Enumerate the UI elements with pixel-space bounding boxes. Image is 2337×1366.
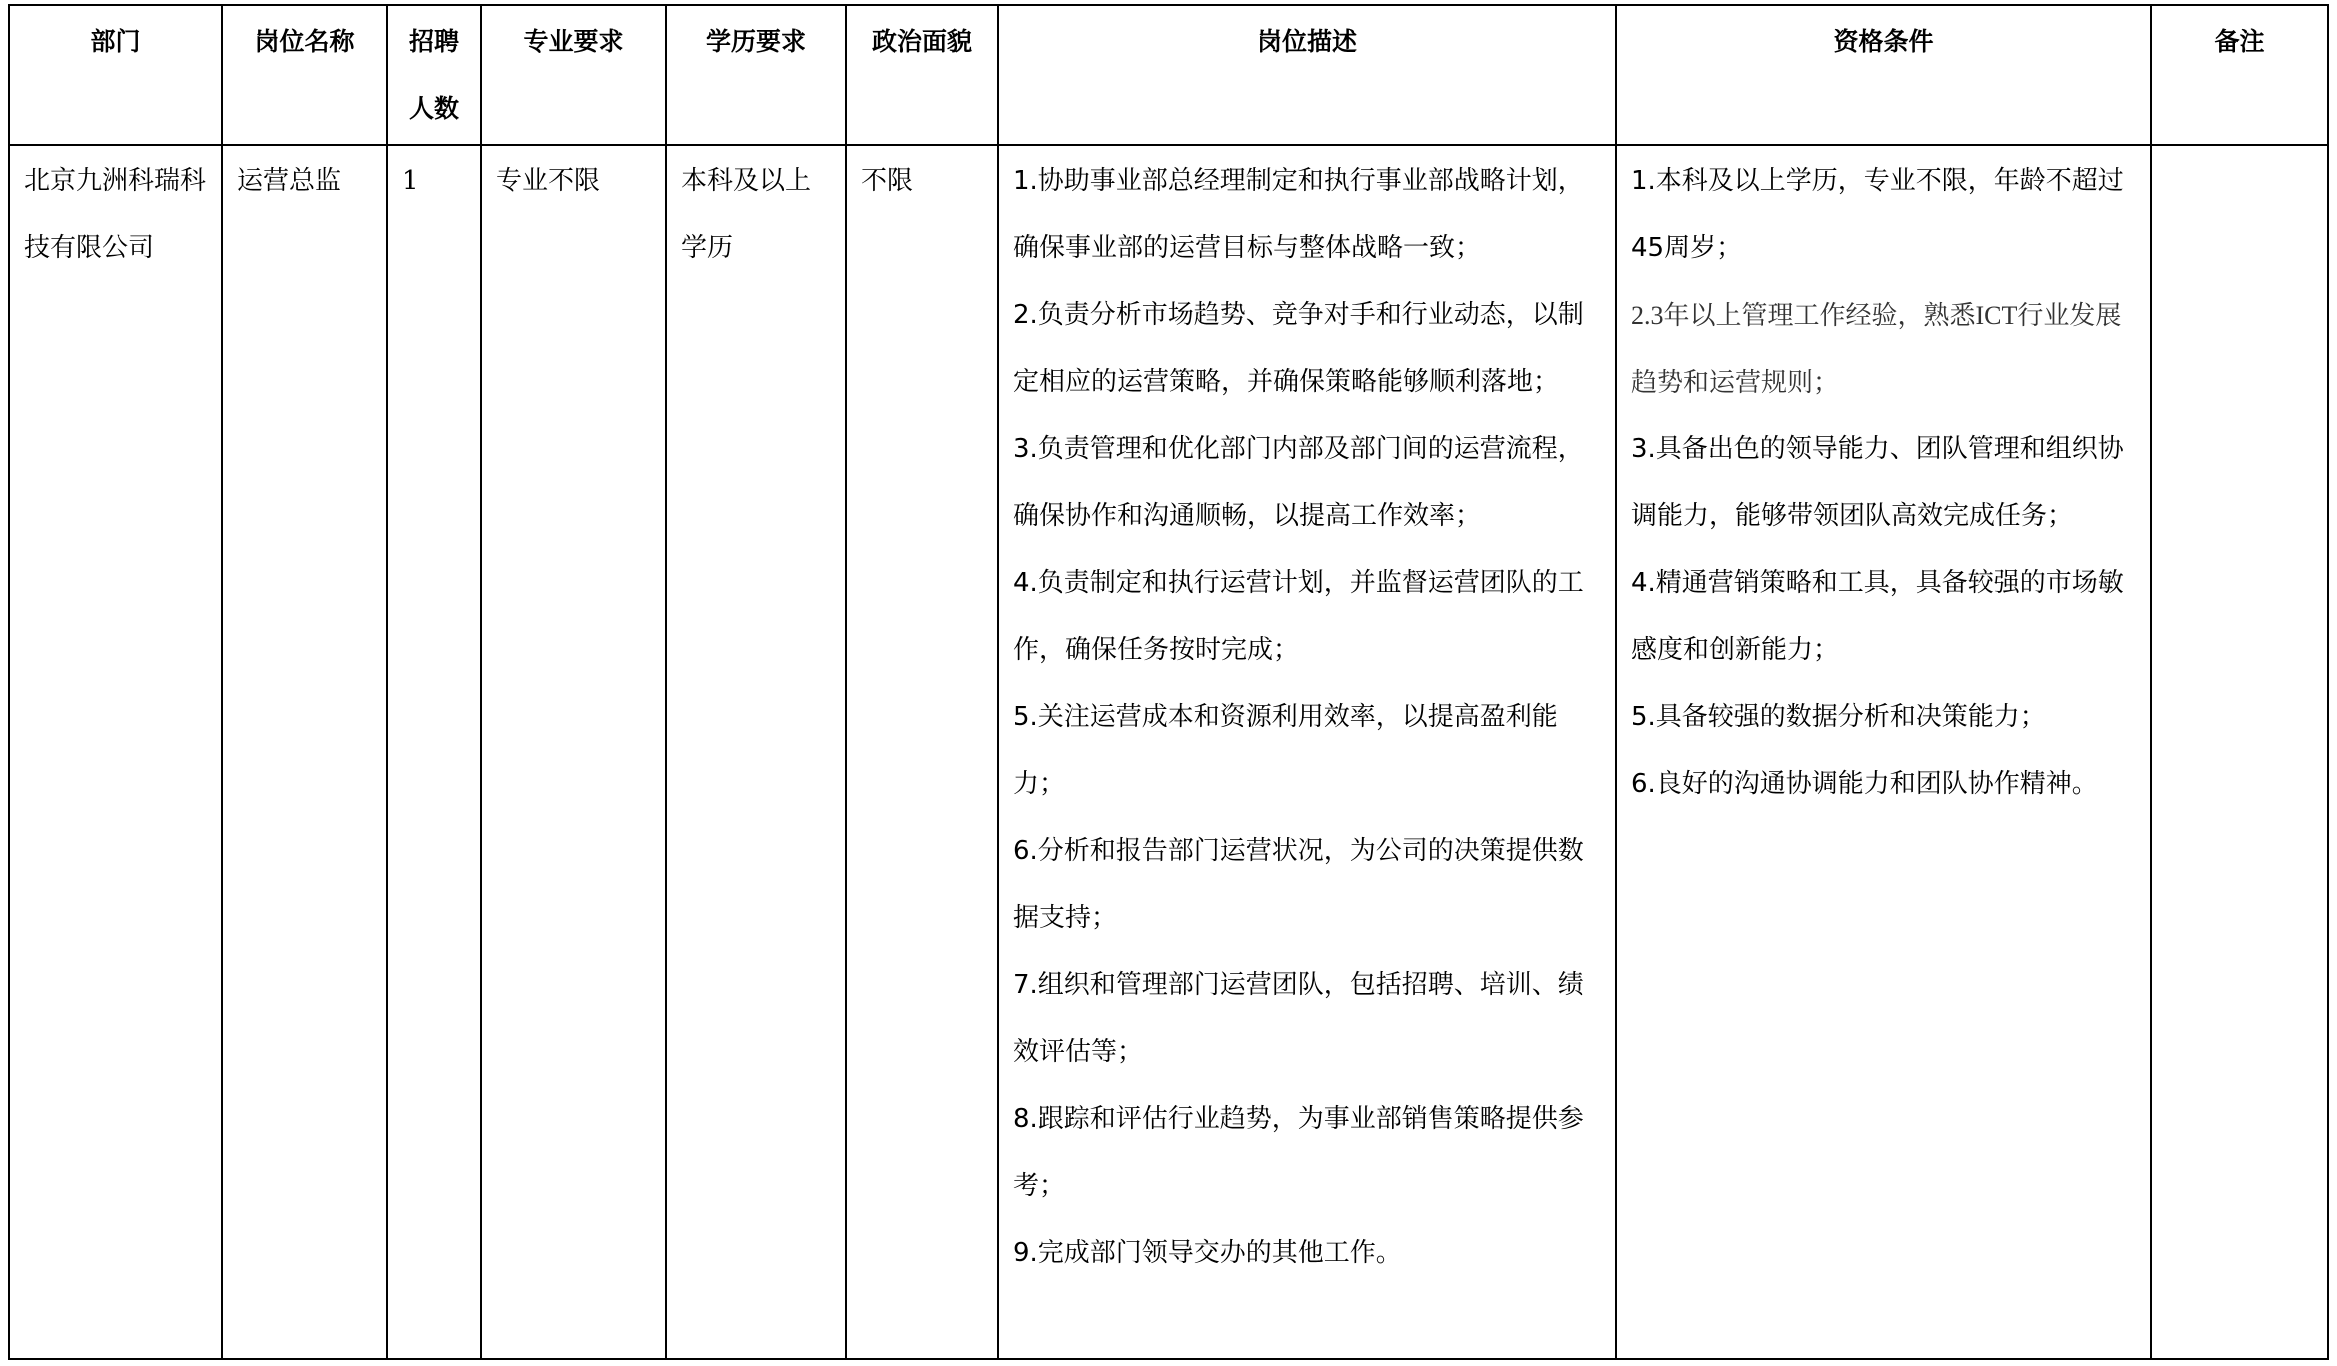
description-item: 4.负责制定和执行运营计划，并监督运营团队的工作，确保任务按时完成； (1013, 568, 1584, 665)
cell-count: 1 (387, 145, 481, 1359)
description-item: 7.组织和管理部门运营团队，包括招聘、培训、绩效评估等； (1013, 970, 1584, 1067)
qualification-item: 5.具备较强的数据分析和决策能力； (1631, 702, 2046, 732)
description-item: 6.分析和报告部门运营状况，为公司的决策提供数据支持； (1013, 836, 1584, 933)
cell-political: 不限 (846, 145, 998, 1359)
cell-description (998, 145, 1616, 1359)
description-item: 5.关注运营成本和资源利用效率，以提高盈利能力； (1013, 702, 1558, 799)
header-qualifications: 资格条件 (1616, 5, 2151, 145)
header-description: 岗位描述 (998, 5, 1616, 145)
qualification-item: 6.良好的沟通协调能力和团队协作精神。 (1631, 769, 2098, 799)
cell-qualifications (1616, 145, 2151, 1359)
cell-major: 专业不限 (481, 145, 666, 1359)
header-row (9, 5, 2328, 145)
header-political: 政治面貌 (846, 5, 998, 145)
header-dept: 部门 (9, 5, 222, 145)
description-item: 1.协助事业部总经理制定和执行事业部战略计划，确保事业部的运营目标与整体战略一致； (1013, 166, 1584, 263)
header-education: 学历要求 (666, 5, 846, 145)
cell-education: 本科及以上学历 (666, 145, 846, 1359)
qualification-item: 2.3年以上管理工作经验，熟悉ICT行业发展趋势和运营规则； (1631, 301, 2122, 397)
description-item: 3.负责管理和优化部门内部及部门间的运营流程，确保协作和沟通顺畅，以提高工作效率； (1013, 434, 1584, 531)
header-major: 专业要求 (481, 5, 666, 145)
cell-notes (2151, 145, 2328, 1359)
description-item: 8.跟踪和评估行业趋势，为事业部销售策略提供参考； (1013, 1104, 1584, 1201)
qualification-item: 3.具备出色的领导能力、团队管理和组织协调能力，能够带领团队高效完成任务； (1631, 434, 2124, 531)
description-item: 2.负责分析市场趋势、竞争对手和行业动态，以制定相应的运营策略，并确保策略能够顺利落地； (1013, 300, 1584, 397)
header-title: 岗位名称 (222, 5, 387, 145)
header-count-label: 招聘人数 (408, 27, 459, 123)
qualification-item: 1.本科及以上学历，专业不限，年龄不超过45周岁； (1631, 166, 2124, 263)
description-item: 9.完成部门领导交办的其他工作。 (1013, 1238, 1402, 1268)
cell-dept: 北京九洲科瑞科技有限公司 (9, 145, 222, 1359)
header-count (387, 5, 481, 145)
header-notes: 备注 (2151, 5, 2328, 145)
job-posting-table (8, 4, 2329, 1360)
cell-title: 运营总监 (222, 145, 387, 1359)
table-row (9, 145, 2328, 1359)
qualification-item: 4.精通营销策略和工具，具备较强的市场敏感度和创新能力； (1631, 568, 2124, 665)
